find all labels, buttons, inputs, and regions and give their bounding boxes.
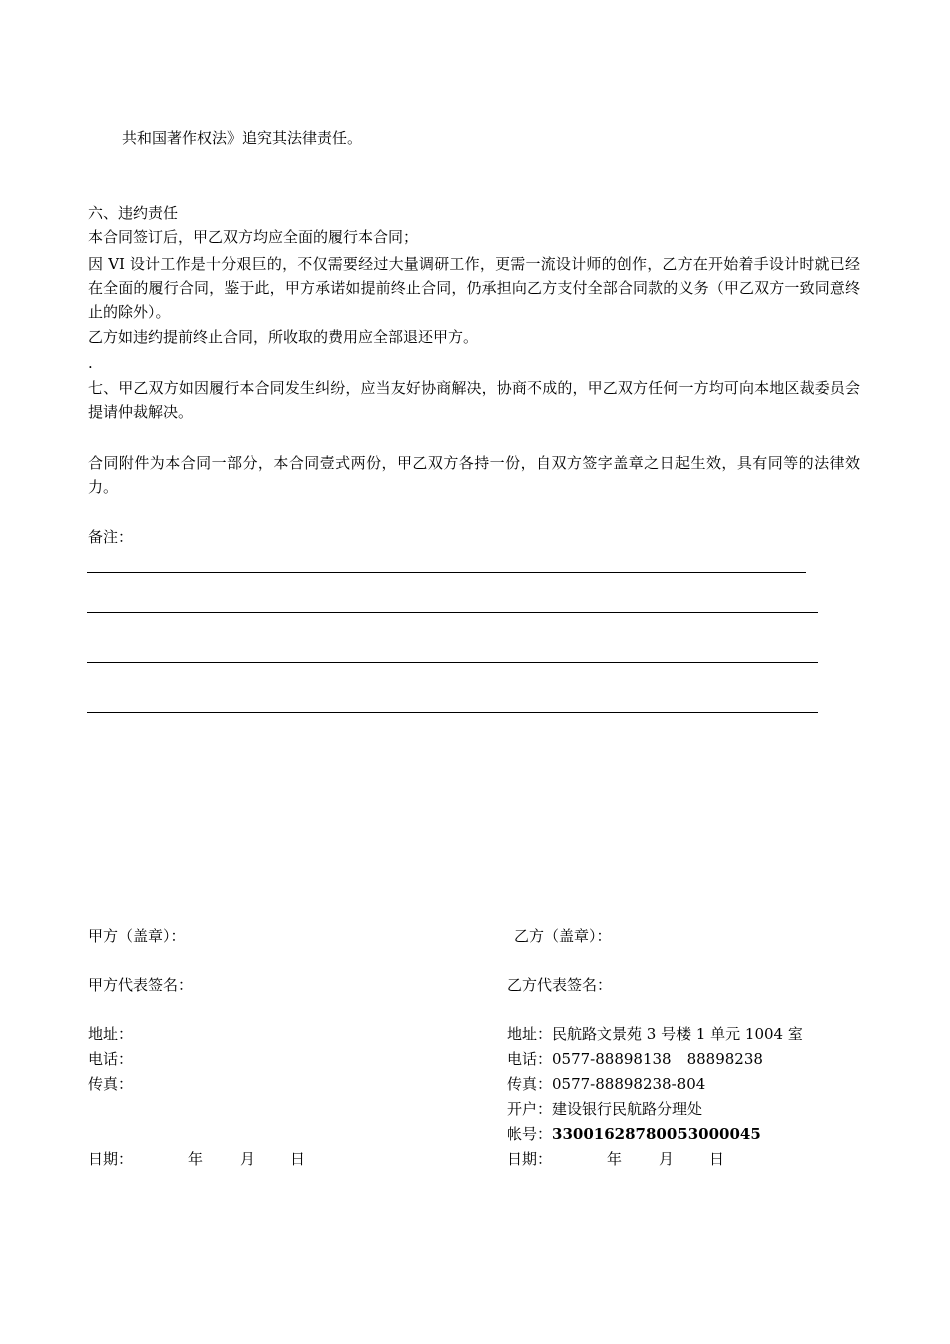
party-a-address-label: 地址： bbox=[88, 1025, 134, 1043]
party-a-rep-sign-label: 甲方代表签名： bbox=[88, 976, 194, 994]
party-b-date-month: 月 bbox=[659, 1150, 675, 1168]
section-6-dot: . bbox=[88, 354, 93, 372]
party-b-seal-label: 乙方（盖章）： bbox=[514, 927, 612, 945]
party-b-address: 地址：民航路文景苑 3 号楼 1 单元 1004 室 bbox=[507, 1025, 803, 1043]
party-b-phone: 电话：0577-88898138 88898238 bbox=[507, 1050, 763, 1068]
section-6-paragraph-1: 本合同签订后，甲乙双方均应全面的履行本合同； bbox=[88, 228, 419, 246]
party-a-date-day: 日 bbox=[290, 1150, 306, 1168]
party-b-date-year: 年 bbox=[607, 1150, 623, 1168]
party-a-phone-label: 电话： bbox=[88, 1050, 134, 1068]
party-b-bank: 开户：建设银行民航路分理处 bbox=[507, 1100, 703, 1118]
party-b-date-label: 日期： bbox=[507, 1150, 553, 1168]
party-a-seal-label: 甲方（盖章）： bbox=[88, 927, 186, 945]
section-6-heading: 六、违约责任 bbox=[88, 204, 179, 222]
remarks-line-4 bbox=[87, 712, 818, 713]
party-b-account-number: 33001628780053000045 bbox=[552, 1125, 761, 1143]
party-b-date-day: 日 bbox=[709, 1150, 725, 1168]
party-a-date-label: 日期： bbox=[88, 1150, 134, 1168]
party-b-date-row bbox=[507, 1148, 724, 1170]
party-b-account-label: 帐号： bbox=[507, 1125, 553, 1143]
remarks-line-3 bbox=[87, 662, 818, 663]
party-b-account bbox=[507, 1123, 761, 1145]
section-6-paragraph-3: 乙方如违约提前终止合同，所收取的费用应全部退还甲方。 bbox=[88, 328, 479, 346]
party-a-date-row bbox=[88, 1148, 305, 1170]
party-b-rep-sign-label: 乙方代表签名： bbox=[507, 976, 613, 994]
party-b-fax: 传真：0577-88898238-804 bbox=[507, 1075, 706, 1093]
attachment-clause: 合同附件为本合同一部分，本合同壹式两份，甲乙双方各持一份，自双方签字盖章之日起生效，具有同等的法律效力。 bbox=[88, 454, 860, 496]
party-a-date-year: 年 bbox=[188, 1150, 204, 1168]
party-a-date-month: 月 bbox=[240, 1150, 256, 1168]
remarks-label: 备注： bbox=[88, 528, 134, 546]
remarks-line-1 bbox=[87, 572, 806, 573]
section-6-paragraph-2: 因 VI 设计工作是十分艰巨的，不仅需要经过大量调研工作，更需一流设计师的创作，乙方在开始着手设计时就已经在全面的履行合同，鉴于此，甲方承诺如提前终止合同，仍承担向乙方支付全部合同款的义务（甲乙双方一致同意终止的除外）。 bbox=[88, 255, 860, 321]
continuation-text: 共和国著作权法》追究其法律责任。 bbox=[122, 129, 363, 147]
section-7-paragraph: 七、甲乙双方如因履行本合同发生纠纷，应当友好协商解决，协商不成的，甲乙双方任何一方均可向本地区裁委员会提请仲裁解决。 bbox=[88, 379, 860, 421]
party-a-fax-label: 传真： bbox=[88, 1075, 134, 1093]
remarks-line-2 bbox=[87, 612, 818, 613]
